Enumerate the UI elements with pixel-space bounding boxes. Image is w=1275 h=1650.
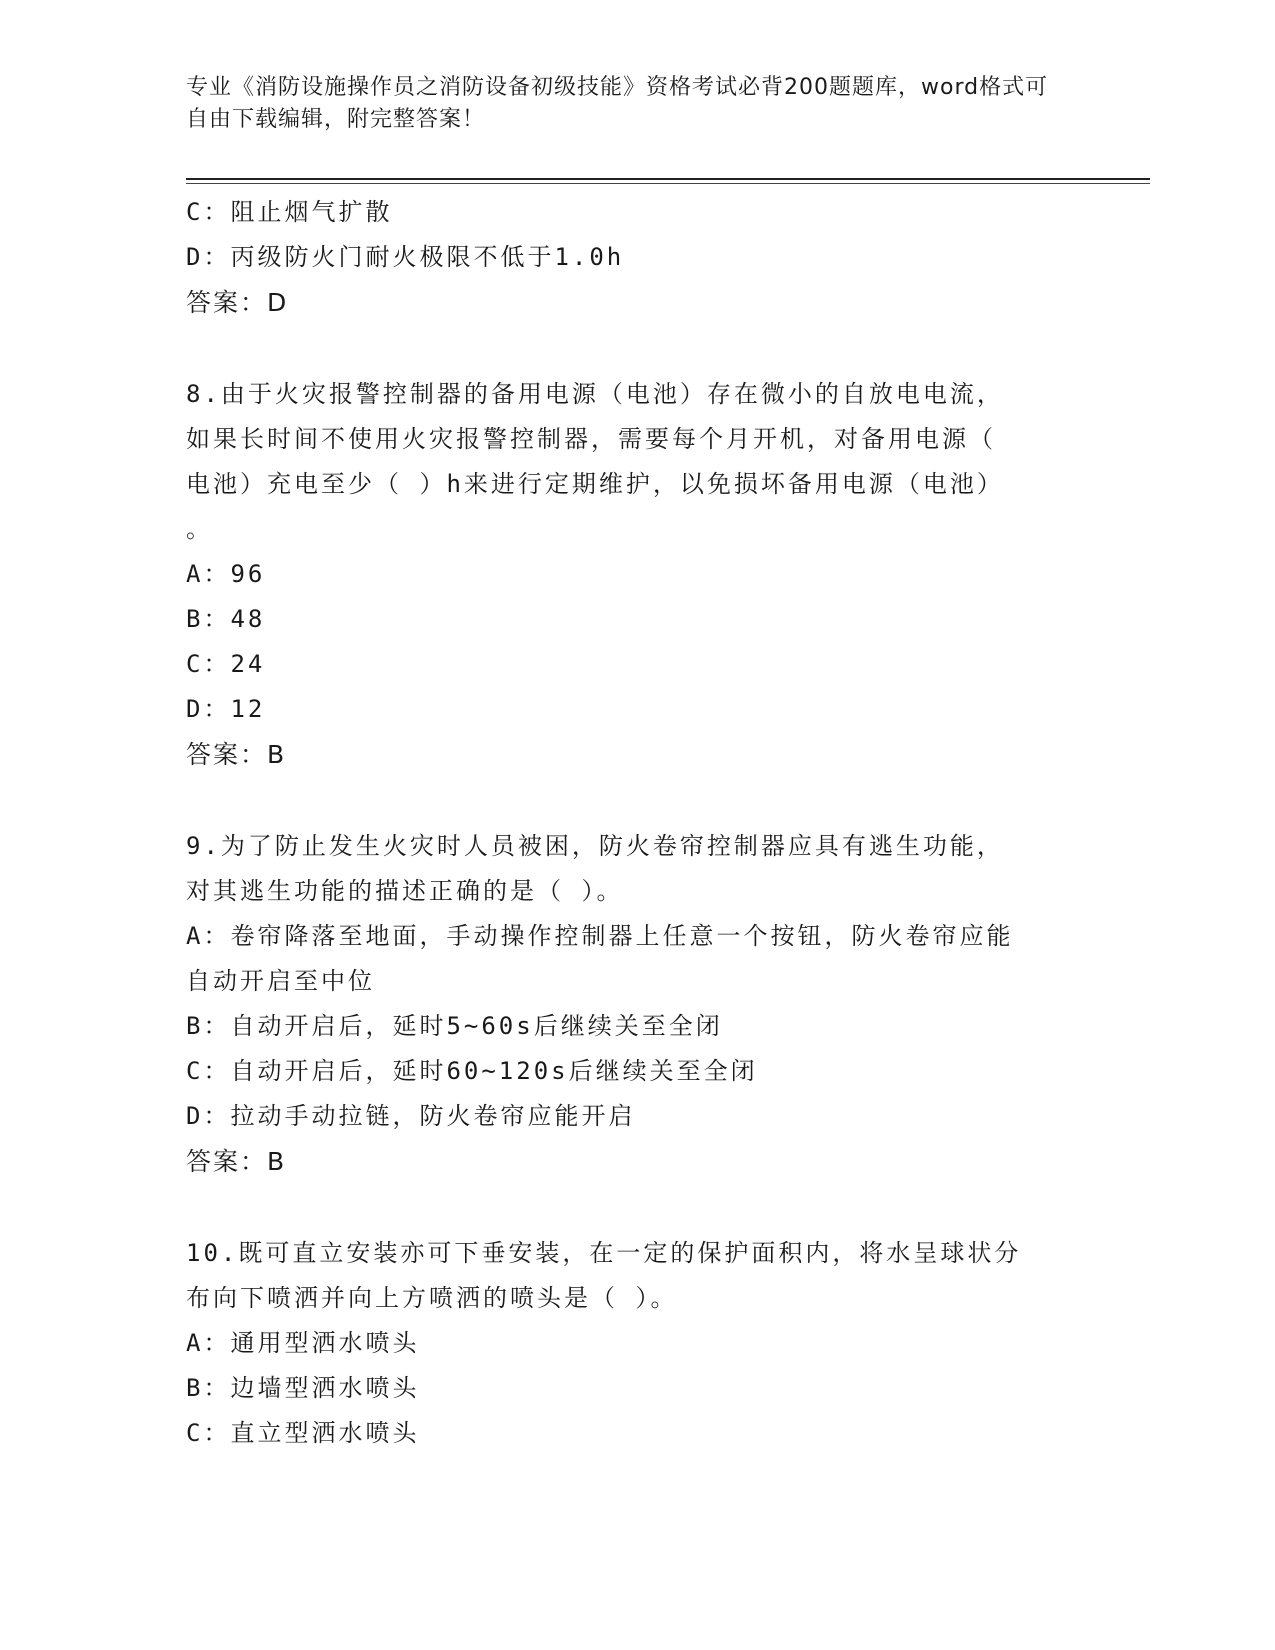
question-7 [186, 190, 1086, 325]
spacer [186, 1184, 1086, 1231]
q9-stem-line: 对其逃生功能的描述正确的是（ ）。 [186, 877, 624, 905]
q8-stem-line: 电池）充电至少（ ）h来进行定期维护，以免损坏备用电源（电池） [186, 470, 1004, 498]
spacer [186, 777, 1086, 824]
header-divider-thick [186, 178, 1150, 180]
q8-stem-line: 8.由于火灾报警控制器的备用电源（电池）存在微小的自放电电流， [186, 380, 1004, 408]
q8-option-a: A：96 [186, 560, 266, 588]
q9-option-c: C：自动开启后，延时60~120s后继续关至全闭 [186, 1057, 758, 1085]
header-divider-thin [186, 183, 1150, 184]
q10-stem-line: 布向下喷洒并向上方喷洒的喷头是（ ）。 [186, 1284, 678, 1312]
q9-option-a-cont: 自动开启至中位 [186, 967, 375, 995]
q9-option-b: B：自动开启后，延时5~60s后继续关至全闭 [186, 1012, 723, 1040]
q10-option-c: C：直立型洒水喷头 [186, 1419, 420, 1447]
q9-option-a: A：卷帘降落至地面，手动操作控制器上任意一个按钮，防火卷帘应能 [186, 922, 1014, 950]
q10-option-b: B：边墙型洒水喷头 [186, 1374, 420, 1402]
q9-answer: 答案：B [186, 1147, 287, 1176]
q8-answer: 答案：B [186, 740, 287, 769]
q8-option-d: D：12 [186, 695, 266, 723]
question-10 [186, 1231, 1086, 1456]
q10-option-a: A：通用型洒水喷头 [186, 1329, 420, 1357]
q7-option-c: C：阻止烟气扩散 [186, 198, 393, 226]
q10-stem-line: 10.既可直立安装亦可下垂安装，在一定的保护面积内，将水呈球状分 [186, 1239, 1022, 1267]
page-header: 专业《消防设施操作员之消防设备初级技能》资格考试必背200题题库，word格式可自由下载编辑，附完整答案！ [186, 75, 1049, 132]
question-content [186, 190, 1086, 1456]
q8-option-b: B：48 [186, 605, 266, 633]
q8-option-c: C：24 [186, 650, 266, 678]
q7-answer: 答案：D [186, 288, 289, 317]
spacer [186, 325, 1086, 372]
question-9 [186, 824, 1086, 1184]
question-8 [186, 372, 1086, 777]
q8-stem-line: 如果长时间不使用火灾报警控制器，需要每个月开机，对备用电源（ [186, 425, 996, 453]
q9-stem-line: 9.为了防止发生火灾时人员被困，防火卷帘控制器应具有逃生功能， [186, 832, 1004, 860]
q9-option-d: D：拉动手动拉链，防火卷帘应能开启 [186, 1102, 636, 1130]
q8-stem-line: 。 [186, 515, 213, 543]
q7-option-d: D：丙级防火门耐火极限不低于1.0h [186, 243, 625, 271]
